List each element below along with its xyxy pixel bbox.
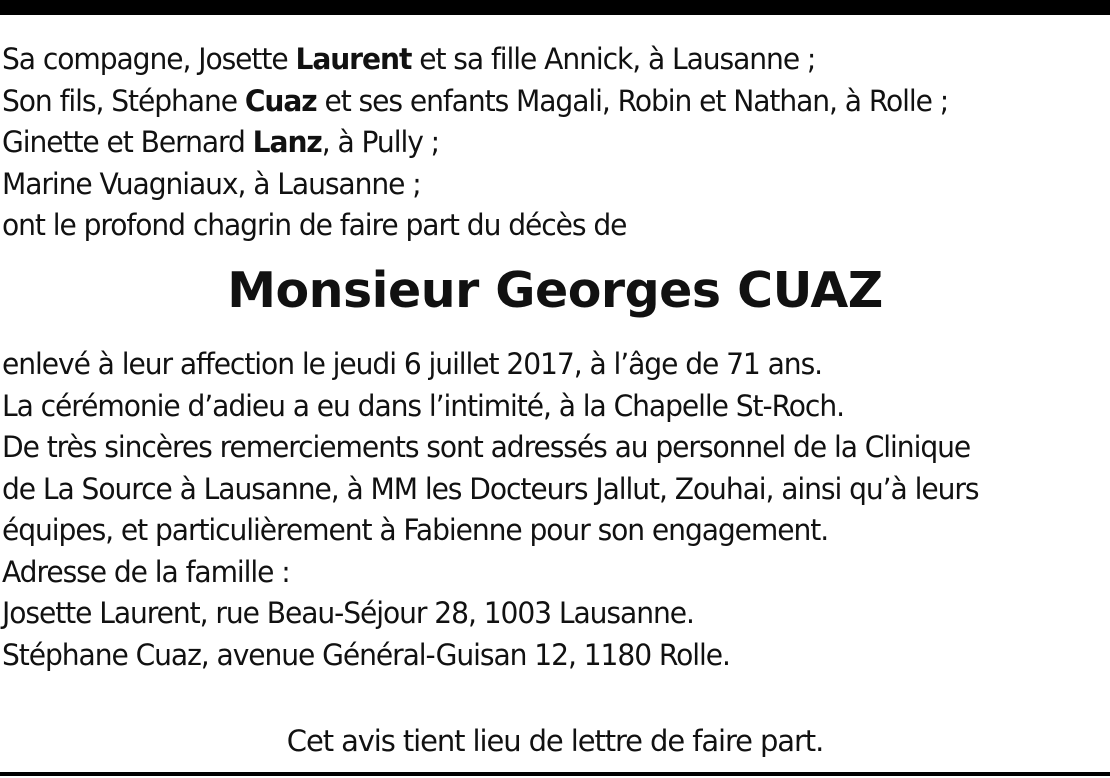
closing-note-text: Cet avis tient lieu de lettre de faire part. (286, 724, 824, 758)
body-line: de La Source à Lausanne, à MM les Docteurs Jallut, Zouhai, ainsi qu’à leurs (2, 471, 979, 506)
closing-note (0, 720, 1110, 762)
mourner-surname: Lanz (252, 125, 322, 159)
mourner-text: Marine Vuagniaux, à Lausanne ; (2, 166, 421, 201)
mourner-line (2, 39, 1075, 81)
mourner-line (2, 122, 1075, 164)
deceased-name-text: Monsieur Georges CUAZ (227, 262, 883, 319)
family-address: Stéphane Cuaz, avenue Général-Guisan 12, 1180 Rolle. (2, 637, 730, 672)
mourner-surname: Cuaz (244, 83, 317, 118)
notice-body (2, 344, 1108, 676)
body-line: équipes, et particulièrement à Fabienne pour son engagement. (2, 513, 829, 547)
mourner-text: et sa fille Annick, à Lausanne ; (411, 42, 816, 76)
announcement-text: ont le profond chagrin de faire part du décès de (2, 208, 627, 242)
mourner-text: , à Pully ; (321, 125, 440, 159)
mourner-line (2, 164, 1075, 206)
mourner-surname: Laurent (295, 42, 412, 76)
mourners-list (2, 39, 1108, 247)
mourner-text: et ses enfants Magali, Robin et Nathan, à Rolle ; (316, 83, 949, 118)
body-line: De très sincères remerciements sont adressés au personnel de la Clinique (2, 430, 971, 464)
body-line: enlevé à leur affection le jeudi 6 juillet 2017, à l’âge de 71 ans. (2, 347, 823, 381)
mourner-text: Sa compagne, Josette (2, 42, 296, 76)
mourner-line (2, 81, 1075, 123)
body-line: La cérémonie d’adieu a eu dans l’intimité, à la Chapelle St-Roch. (2, 388, 844, 423)
bottom-rule (0, 772, 1110, 776)
mourner-text: Ginette et Bernard (2, 125, 253, 159)
deceased-name (0, 256, 1110, 326)
family-address: Josette Laurent, rue Beau-Séjour 28, 1003 Lausanne. (2, 596, 694, 630)
family-address-heading: Adresse de la famille : (2, 554, 290, 589)
mourner-text: Son fils, Stéphane (2, 83, 245, 118)
top-rule (0, 0, 1110, 15)
announcement-line (2, 205, 1075, 247)
